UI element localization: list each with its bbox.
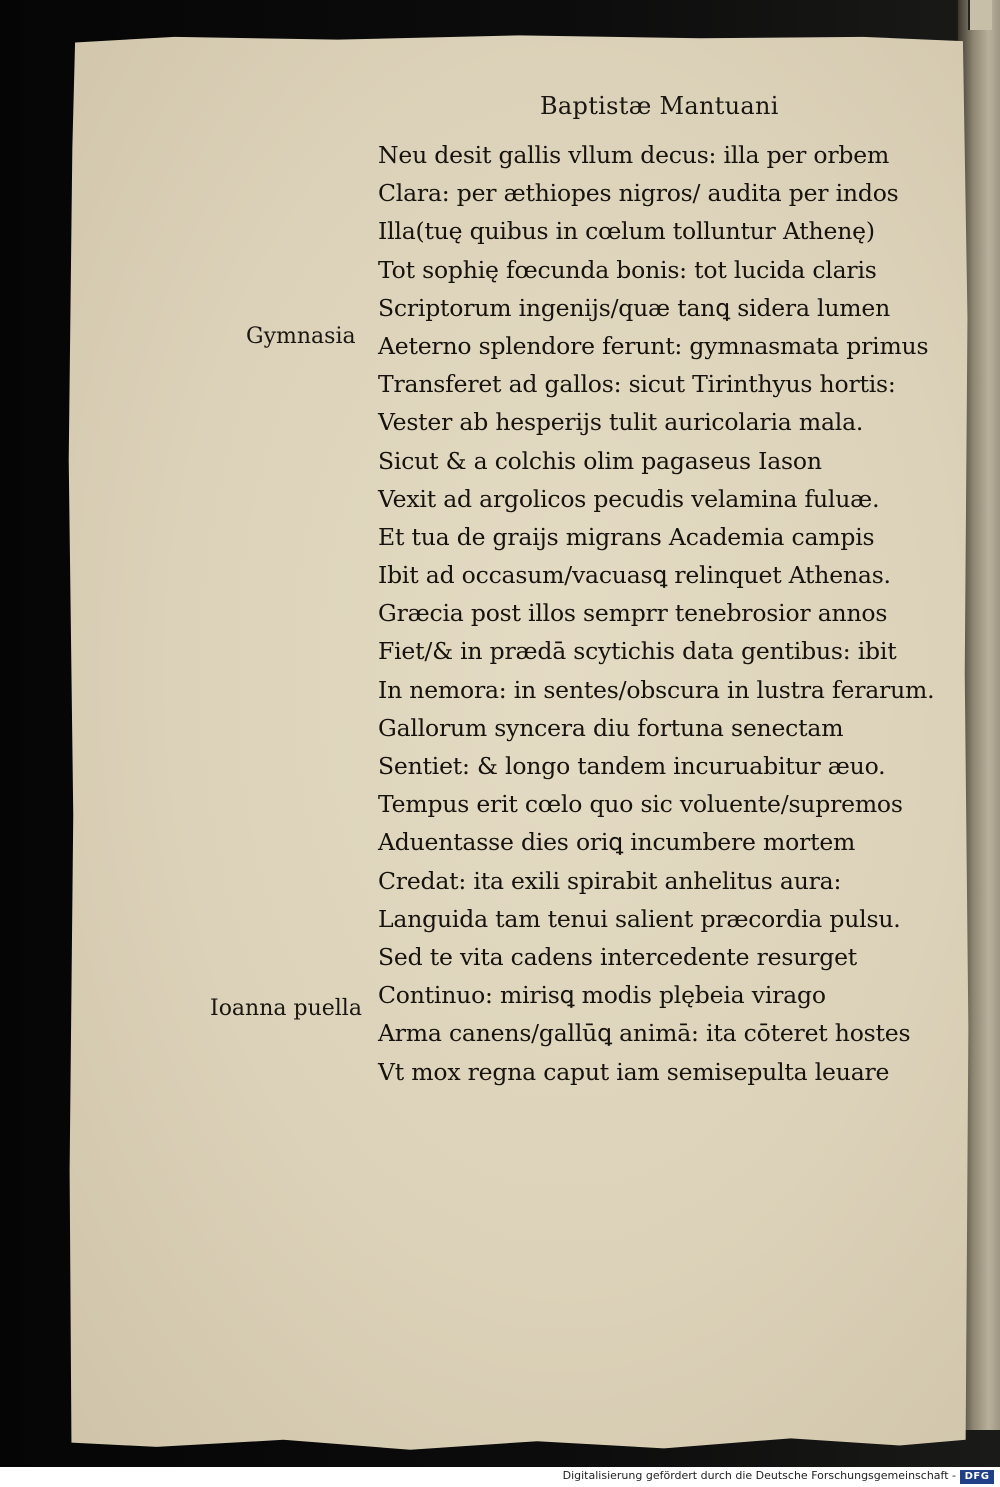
verse-line: Clara: per æthiopes nigros/ audita per indos <box>378 179 899 208</box>
verse-line: Sed te vita cadens intercedente resurget <box>378 942 858 971</box>
dfg-logo-icon: DFG <box>960 1470 994 1484</box>
running-head: Baptistæ Mantuani <box>540 92 779 120</box>
verse-line: Tot sophię fœcunda bonis: tot lucida claris <box>378 255 877 284</box>
verse-line: Sentiet: & longo tandem incuruabitur æuo. <box>378 752 886 780</box>
verse-block <box>378 136 938 1091</box>
marginal-note-gymnasia: Gymnasia <box>246 324 356 349</box>
verse-line: Gallorum syncera diu fortuna senectam <box>378 713 844 742</box>
verse-line: Languida tam tenui salient præcordia pulsu. <box>378 904 901 933</box>
digitization-footer <box>0 1467 1000 1487</box>
verse-line: Vester ab hesperijs tulit auricolaria mala. <box>378 408 864 437</box>
verse-line: Vt mox regna caput iam semisepulta leuare <box>378 1057 890 1086</box>
verse-line: Credat: ita exili spirabit anhelitus aura: <box>378 866 842 895</box>
funding-credit: Digitalisierung gefördert durch die Deutsche Forschungsgemeinschaft - <box>562 1469 956 1482</box>
verse-line: Neu desit gallis vllum decus: illa per orbem <box>378 141 890 169</box>
verse-line: Ibit ad occasum/vacuasꝗ relinquet Athenas. <box>378 561 891 590</box>
page-edge-tab <box>968 0 992 30</box>
marginal-note-ioanna: Ioanna puella <box>210 996 362 1021</box>
verse-line: Continuo: mirisꝗ modis plębeia virago <box>378 981 826 1010</box>
verse-line: Tempus erit cœlo quo sic voluente/supremos <box>378 790 903 819</box>
verse-line: Transferet ad gallos: sicut Tirinthyus hortis: <box>378 370 896 399</box>
verse-line: Sicut & a colchis olim pagaseus Iason <box>378 446 822 475</box>
verse-line: Græcia post illos semprr tenebrosior annos <box>378 599 888 628</box>
verse-line: Fiet/& in prædā scytichis data gentibus: ibit <box>378 637 897 666</box>
verse-line: Arma canens/gallūꝗ animā: ita cōteret hostes <box>378 1019 911 1048</box>
verse-line: Aduentasse dies oriꝗ incumbere mortem <box>378 828 856 857</box>
verse-line: Aeterno splendore ferunt: gymnasmata primus <box>378 331 929 360</box>
verse-line: Vexit ad argolicos pecudis velamina fuluæ. <box>378 484 880 513</box>
verse-line: In nemora: in sentes/obscura in lustra ferarum. <box>378 675 935 704</box>
verse-line: Scriptorum ingenijs/quæ tanꝗ sidera lumen <box>378 293 891 322</box>
verse-line: Illa(tuę quibus in cœlum tolluntur Athenę) <box>378 217 875 246</box>
verse-line: Et tua de graijs migrans Academia campis <box>378 522 875 551</box>
